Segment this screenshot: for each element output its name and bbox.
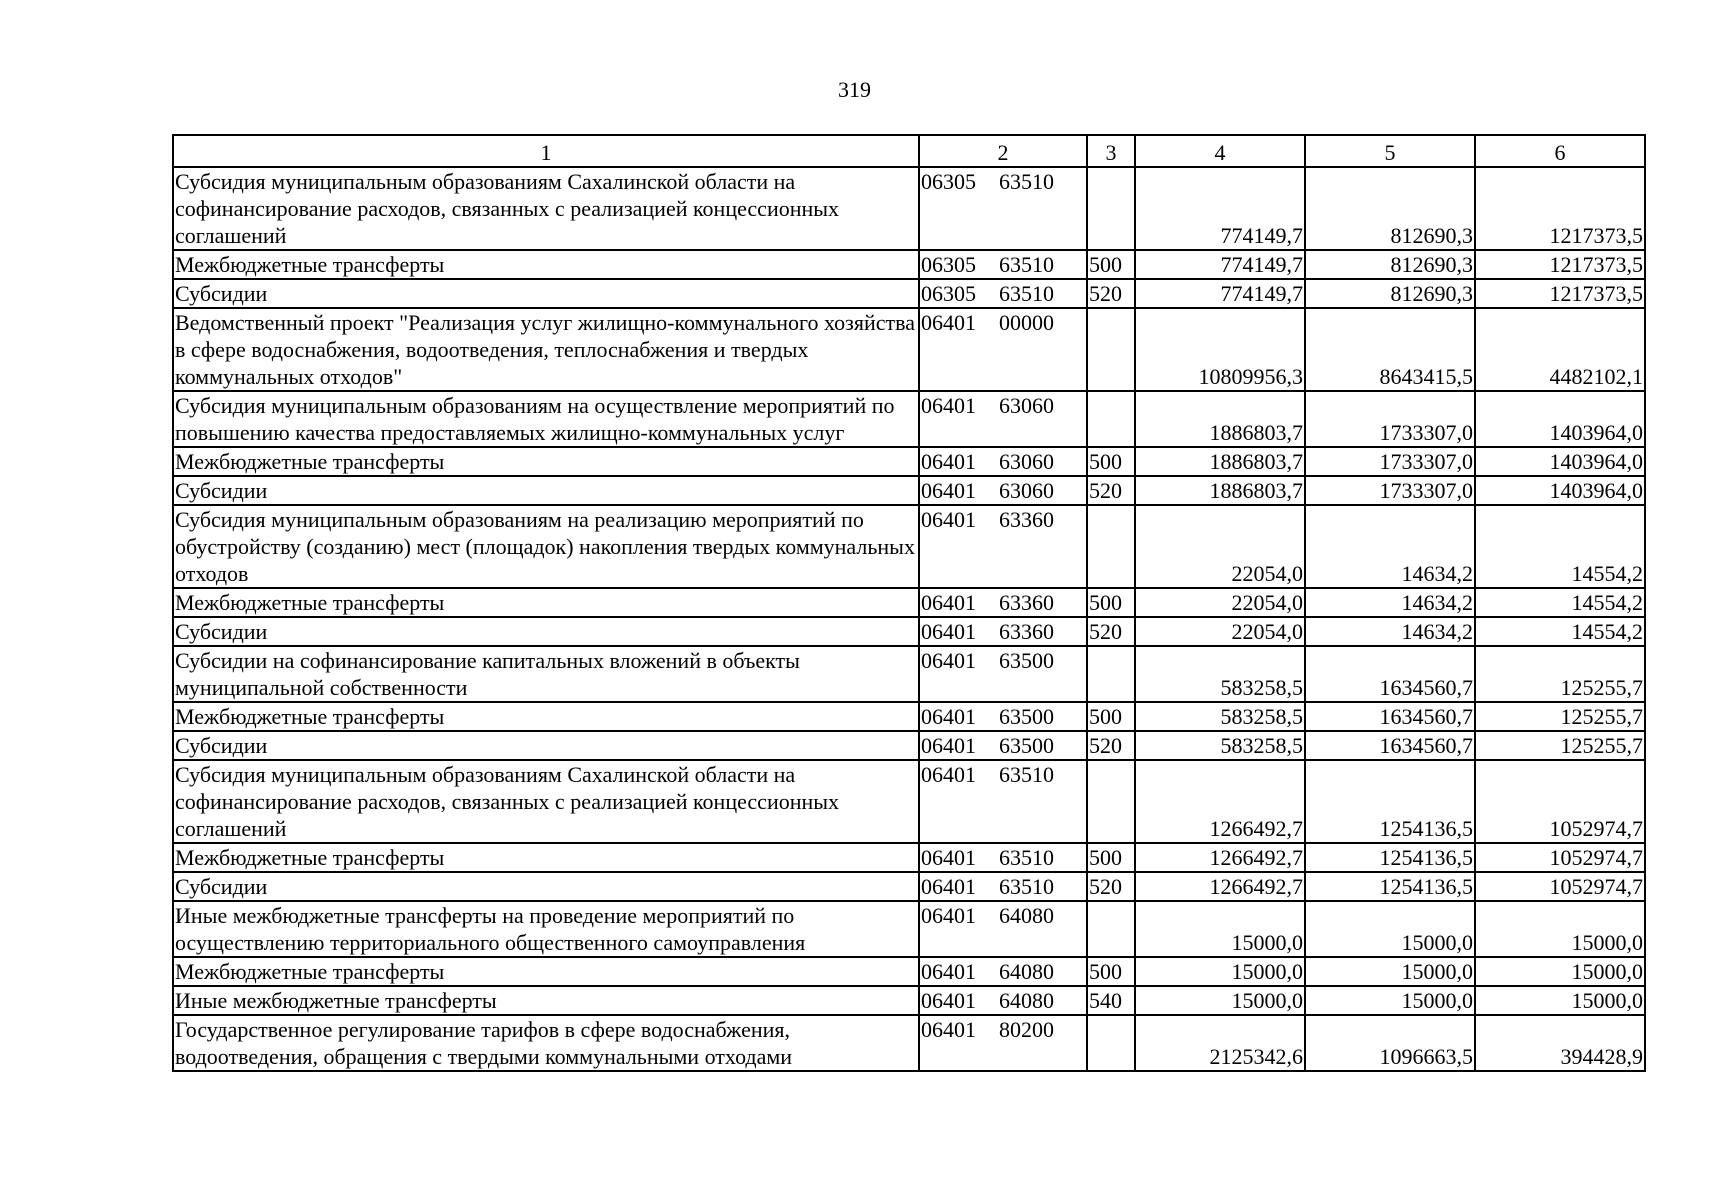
row-expense-type <box>1087 646 1135 702</box>
table-row <box>173 250 1645 279</box>
row-code <box>919 760 1087 843</box>
row-expense-type: 520 <box>1087 279 1135 308</box>
row-value-5: 1254136,5 <box>1305 843 1475 872</box>
row-value-4: 583258,5 <box>1135 702 1305 731</box>
header-cell-2: 2 <box>919 135 1087 167</box>
row-code-program: 06401 <box>921 393 976 418</box>
row-value-5: 14634,2 <box>1305 588 1475 617</box>
row-code-direction: 63510 <box>999 169 1054 194</box>
row-expense-type: 500 <box>1087 588 1135 617</box>
row-name: Иные межбюджетные трансферты на проведение мероприятий по осуществлению территориального общественного самоуправления <box>173 901 919 957</box>
row-code-program: 06401 <box>921 1017 976 1042</box>
table-row <box>173 901 1645 957</box>
row-code-direction: 63500 <box>999 704 1054 729</box>
table-row <box>173 617 1645 646</box>
table-row <box>173 279 1645 308</box>
row-code <box>919 447 1087 476</box>
row-value-4: 22054,0 <box>1135 617 1305 646</box>
row-code-direction: 63510 <box>999 252 1054 277</box>
row-value-5: 812690,3 <box>1305 279 1475 308</box>
row-expense-type <box>1087 505 1135 588</box>
row-value-6: 394428,9 <box>1475 1015 1645 1071</box>
row-code-program: 06401 <box>921 762 976 787</box>
row-code-program: 06401 <box>921 619 976 644</box>
row-value-6: 1403964,0 <box>1475 391 1645 447</box>
row-expense-type: 540 <box>1087 986 1135 1015</box>
row-value-4: 1266492,7 <box>1135 760 1305 843</box>
row-code <box>919 505 1087 588</box>
row-expense-type: 500 <box>1087 250 1135 279</box>
table-row <box>173 986 1645 1015</box>
table-row <box>173 843 1645 872</box>
row-expense-type <box>1087 901 1135 957</box>
row-value-5: 14634,2 <box>1305 617 1475 646</box>
row-code-program: 06401 <box>921 903 976 928</box>
budget-table <box>172 134 1646 1072</box>
row-code <box>919 391 1087 447</box>
row-value-4: 2125342,6 <box>1135 1015 1305 1071</box>
row-expense-type: 500 <box>1087 702 1135 731</box>
row-code-direction: 64080 <box>999 903 1054 928</box>
row-expense-type: 520 <box>1087 731 1135 760</box>
row-value-6: 125255,7 <box>1475 731 1645 760</box>
row-expense-type: 520 <box>1087 476 1135 505</box>
row-name: Субсидия муниципальным образованиям на реализацию мероприятий по обустройству (созданию) мест (площадок) накопления твердых коммунальных отходов <box>173 505 919 588</box>
row-code <box>919 702 1087 731</box>
row-value-6: 14554,2 <box>1475 505 1645 588</box>
row-code <box>919 843 1087 872</box>
row-value-5: 15000,0 <box>1305 901 1475 957</box>
row-code-direction: 63060 <box>999 478 1054 503</box>
table-row <box>173 1015 1645 1071</box>
row-name: Субсидия муниципальным образованиям на осуществление мероприятий по повышению качества предоставляемых жилищно-коммунальных услуг <box>173 391 919 447</box>
row-code-program: 06401 <box>921 845 976 870</box>
row-value-6: 15000,0 <box>1475 957 1645 986</box>
table-row <box>173 476 1645 505</box>
row-value-6: 14554,2 <box>1475 617 1645 646</box>
row-value-6: 1403964,0 <box>1475 476 1645 505</box>
row-code-direction: 63500 <box>999 733 1054 758</box>
row-value-4: 22054,0 <box>1135 588 1305 617</box>
header-cell-6: 6 <box>1475 135 1645 167</box>
row-code-program: 06401 <box>921 310 976 335</box>
table-row <box>173 957 1645 986</box>
row-value-6: 1217373,5 <box>1475 279 1645 308</box>
row-value-5: 15000,0 <box>1305 986 1475 1015</box>
row-value-4: 774149,7 <box>1135 250 1305 279</box>
row-expense-type <box>1087 391 1135 447</box>
row-code-direction: 63060 <box>999 449 1054 474</box>
row-name: Межбюджетные трансферты <box>173 957 919 986</box>
row-code-direction: 63360 <box>999 590 1054 615</box>
row-code-direction: 63510 <box>999 874 1054 899</box>
row-code-program: 06401 <box>921 478 976 503</box>
row-value-4: 1886803,7 <box>1135 447 1305 476</box>
row-value-5: 1254136,5 <box>1305 872 1475 901</box>
row-code-program: 06305 <box>921 281 976 306</box>
row-name: Субсидии <box>173 731 919 760</box>
row-value-6: 1052974,7 <box>1475 872 1645 901</box>
row-code-direction: 63510 <box>999 845 1054 870</box>
row-value-5: 812690,3 <box>1305 167 1475 250</box>
row-code-program: 06401 <box>921 648 976 673</box>
row-value-4: 22054,0 <box>1135 505 1305 588</box>
row-value-6: 4482102,1 <box>1475 308 1645 391</box>
row-name: Субсидии <box>173 872 919 901</box>
row-value-6: 1217373,5 <box>1475 250 1645 279</box>
row-code-direction: 63360 <box>999 619 1054 644</box>
row-code <box>919 250 1087 279</box>
row-expense-type <box>1087 760 1135 843</box>
row-value-5: 1096663,5 <box>1305 1015 1475 1071</box>
row-code-direction: 63500 <box>999 648 1054 673</box>
row-code <box>919 588 1087 617</box>
row-code <box>919 731 1087 760</box>
row-code-program: 06401 <box>921 590 976 615</box>
row-code <box>919 1015 1087 1071</box>
row-value-5: 1634560,7 <box>1305 731 1475 760</box>
row-value-6: 14554,2 <box>1475 588 1645 617</box>
row-expense-type: 520 <box>1087 872 1135 901</box>
row-value-5: 1733307,0 <box>1305 391 1475 447</box>
table-row <box>173 505 1645 588</box>
row-value-4: 15000,0 <box>1135 957 1305 986</box>
row-code <box>919 476 1087 505</box>
row-code-program: 06401 <box>921 959 976 984</box>
table-row <box>173 167 1645 250</box>
row-code-direction: 00000 <box>999 310 1054 335</box>
row-value-6: 1052974,7 <box>1475 843 1645 872</box>
row-code-program: 06305 <box>921 252 976 277</box>
row-name: Субсидия муниципальным образованиям Сахалинской области на софинансирование расходов, связанных с реализацией концессионных соглашений <box>173 760 919 843</box>
row-name: Государственное регулирование тарифов в сфере водоснабжения, водоотведения, обращения с твердыми коммунальными отходами <box>173 1015 919 1071</box>
row-value-6: 125255,7 <box>1475 702 1645 731</box>
row-name: Субсидия муниципальным образованиям Сахалинской области на софинансирование расходов, связанных с реализацией концессионных соглашений <box>173 167 919 250</box>
page-number: 319 <box>838 77 871 102</box>
row-name: Ведомственный проект "Реализация услуг жилищно-коммунального хозяйства в сфере водоснабжения, водоотведения, теплоснабжения и твердых коммунальных отходов" <box>173 308 919 391</box>
row-code-direction: 63510 <box>999 762 1054 787</box>
header-cell-3: 3 <box>1087 135 1135 167</box>
row-value-4: 1266492,7 <box>1135 843 1305 872</box>
row-value-5: 14634,2 <box>1305 505 1475 588</box>
row-code-direction: 80200 <box>999 1017 1054 1042</box>
row-name: Иные межбюджетные трансферты <box>173 986 919 1015</box>
row-code <box>919 167 1087 250</box>
row-value-5: 1733307,0 <box>1305 476 1475 505</box>
row-name: Субсидии <box>173 617 919 646</box>
table-row <box>173 308 1645 391</box>
row-code <box>919 279 1087 308</box>
row-expense-type <box>1087 167 1135 250</box>
row-value-6: 15000,0 <box>1475 901 1645 957</box>
header-cell-5: 5 <box>1305 135 1475 167</box>
row-name: Межбюджетные трансферты <box>173 588 919 617</box>
row-code-direction: 64080 <box>999 988 1054 1013</box>
row-value-5: 1634560,7 <box>1305 702 1475 731</box>
table-body <box>173 167 1645 1071</box>
row-code <box>919 308 1087 391</box>
row-code-program: 06401 <box>921 507 976 532</box>
table-row <box>173 872 1645 901</box>
row-code <box>919 617 1087 646</box>
row-code-direction: 63510 <box>999 281 1054 306</box>
row-code <box>919 901 1087 957</box>
row-code-direction: 64080 <box>999 959 1054 984</box>
row-name: Межбюджетные трансферты <box>173 702 919 731</box>
row-code-program: 06401 <box>921 988 976 1013</box>
row-value-4: 774149,7 <box>1135 279 1305 308</box>
row-value-4: 583258,5 <box>1135 646 1305 702</box>
row-value-4: 10809956,3 <box>1135 308 1305 391</box>
row-expense-type: 500 <box>1087 447 1135 476</box>
table-row <box>173 391 1645 447</box>
row-value-4: 15000,0 <box>1135 986 1305 1015</box>
row-value-5: 812690,3 <box>1305 250 1475 279</box>
row-value-5: 1254136,5 <box>1305 760 1475 843</box>
row-code <box>919 872 1087 901</box>
row-value-4: 15000,0 <box>1135 901 1305 957</box>
table-row <box>173 646 1645 702</box>
row-code-program: 06401 <box>921 704 976 729</box>
row-code-direction: 63060 <box>999 393 1054 418</box>
row-value-4: 1886803,7 <box>1135 476 1305 505</box>
row-value-5: 15000,0 <box>1305 957 1475 986</box>
row-name: Субсидии <box>173 279 919 308</box>
row-value-4: 583258,5 <box>1135 731 1305 760</box>
row-value-6: 1403964,0 <box>1475 447 1645 476</box>
row-expense-type <box>1087 308 1135 391</box>
row-expense-type <box>1087 1015 1135 1071</box>
row-value-4: 1266492,7 <box>1135 872 1305 901</box>
row-name: Субсидии на софинансирование капитальных вложений в объекты муниципальной собственности <box>173 646 919 702</box>
header-cell-1: 1 <box>173 135 919 167</box>
table-row <box>173 588 1645 617</box>
table-header <box>173 135 1645 167</box>
row-value-5: 8643415,5 <box>1305 308 1475 391</box>
row-name: Межбюджетные трансферты <box>173 250 919 279</box>
table-row <box>173 731 1645 760</box>
header-cell-4: 4 <box>1135 135 1305 167</box>
row-code-direction: 63360 <box>999 507 1054 532</box>
table-row <box>173 702 1645 731</box>
row-name: Субсидии <box>173 476 919 505</box>
row-code <box>919 986 1087 1015</box>
row-value-4: 1886803,7 <box>1135 391 1305 447</box>
row-expense-type: 520 <box>1087 617 1135 646</box>
row-name: Межбюджетные трансферты <box>173 447 919 476</box>
row-code <box>919 646 1087 702</box>
row-value-6: 1052974,7 <box>1475 760 1645 843</box>
row-code-program: 06401 <box>921 733 976 758</box>
row-value-6: 125255,7 <box>1475 646 1645 702</box>
row-value-6: 1217373,5 <box>1475 167 1645 250</box>
row-value-5: 1733307,0 <box>1305 447 1475 476</box>
row-name: Межбюджетные трансферты <box>173 843 919 872</box>
row-code <box>919 957 1087 986</box>
row-code-program: 06401 <box>921 874 976 899</box>
row-value-4: 774149,7 <box>1135 167 1305 250</box>
table-row <box>173 760 1645 843</box>
row-value-6: 15000,0 <box>1475 986 1645 1015</box>
table-row <box>173 447 1645 476</box>
row-code-program: 06401 <box>921 449 976 474</box>
row-expense-type: 500 <box>1087 957 1135 986</box>
row-value-5: 1634560,7 <box>1305 646 1475 702</box>
row-expense-type: 500 <box>1087 843 1135 872</box>
row-code-program: 06305 <box>921 169 976 194</box>
